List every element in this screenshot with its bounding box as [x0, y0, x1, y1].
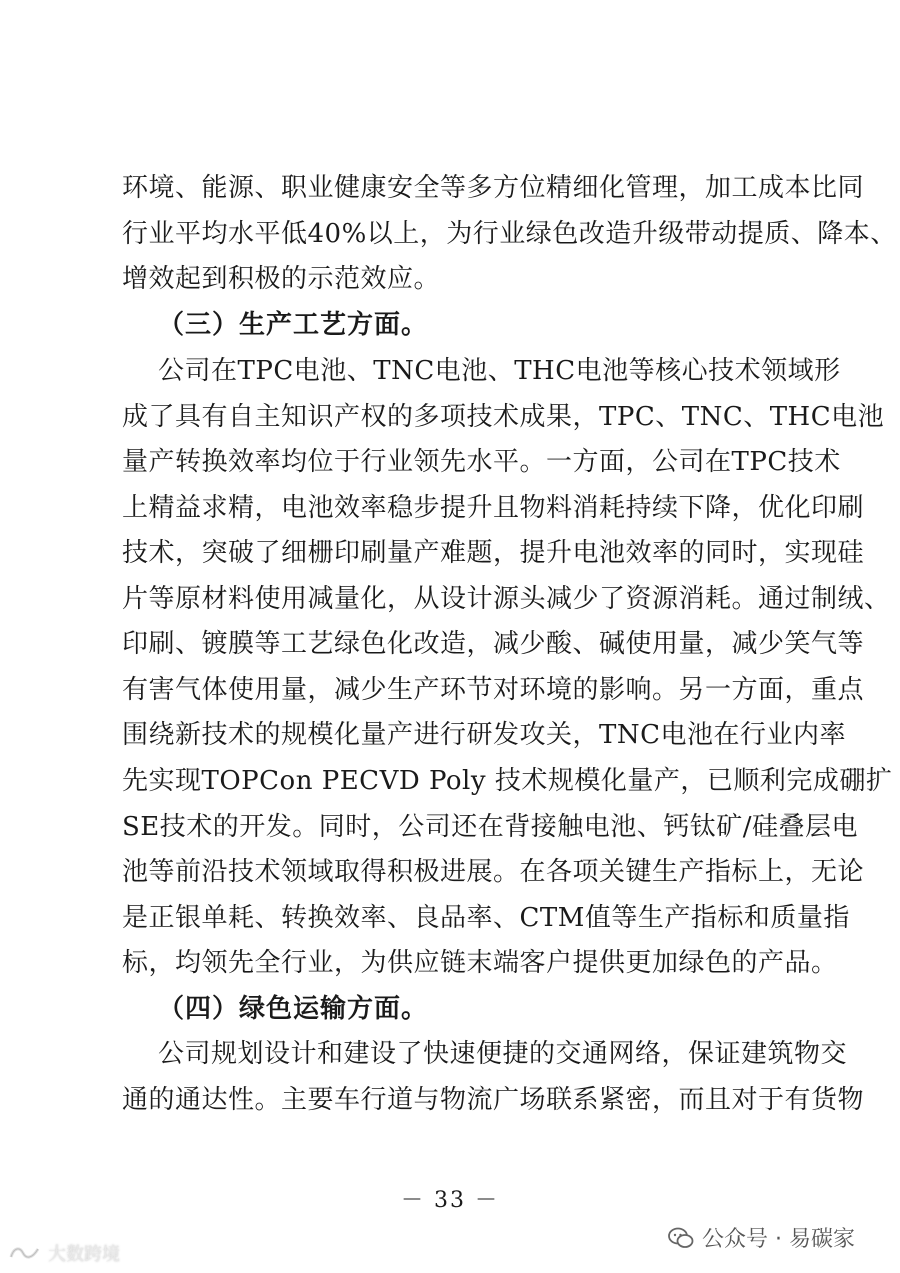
- para2-line-13: 是正银单耗、转换效率、良品率、CTM值等生产指标和质量指: [122, 903, 850, 933]
- page-number: － 33 －: [401, 1188, 499, 1213]
- wechat-watermark: [668, 1222, 855, 1253]
- para1-line-2: 行业平均水平低40%以上，为行业绿色改造升级带动提质、降本、: [122, 219, 897, 249]
- para2-line-10: 先实现TOPCon PECVD Poly 技术规模化量产，已顺利完成硼扩: [122, 766, 893, 796]
- para2-line-8: 有害气体使用量，减少生产环节对环境的影响。另一方面，重点: [122, 675, 865, 705]
- corner-watermark: [8, 1240, 120, 1266]
- para2-line-9: 围绕新技术的规模化量产进行研发攻关，TNC电池在行业内率: [122, 720, 846, 750]
- para2-line-12: 池等前沿技术领域取得积极进展。在各项关键生产指标上，无论: [122, 857, 865, 887]
- wechat-watermark-text: 公众号 · 易碳家: [702, 1227, 855, 1252]
- wechat-icon: [668, 1227, 694, 1249]
- para2-line-4: 上精益求精，电池效率稳步提升且物料消耗持续下降，优化印刷: [122, 493, 865, 523]
- logo-icon: [8, 1243, 42, 1263]
- para2-line-11: SE技术的开发。同时，公司还在背接触电池、钙钛矿/硅叠层电: [122, 812, 859, 842]
- para2-line-14: 标，均领先全行业，为供应链末端客户提供更加绿色的产品。: [122, 948, 838, 978]
- para2-line-2: 成了具有自主知识产权的多项技术成果，TPC、TNC、THC电池: [122, 402, 885, 432]
- para3-line-1: 公司规划设计和建设了快速便捷的交通网络，保证建筑物交: [158, 1039, 848, 1069]
- para3-line-2: 通的通达性。主要车行道与物流广场联系紧密，而且对于有货物: [122, 1085, 865, 1115]
- para2-line-1: 公司在TPC电池、TNC电池、THC电池等核心技术领域形: [158, 356, 841, 386]
- corner-watermark-text: 大数跨境: [48, 1244, 120, 1265]
- para1-line-3: 增效起到积极的示范效应。: [122, 264, 441, 294]
- para1-line-1: 环境、能源、职业健康安全等多方位精细化管理，加工成本比同: [122, 173, 865, 203]
- para2-line-7: 印刷、镀膜等工艺绿色化改造，减少酸、碱使用量，减少笑气等: [122, 629, 865, 659]
- para2-line-6: 片等原材料使用减量化，从设计源头减少了资源消耗。通过制绒、: [122, 584, 891, 614]
- section-heading-4: （四）绿色运输方面。: [158, 994, 429, 1024]
- para2-line-5: 技术，突破了细栅印刷量产难题，提升电池效率的同时，实现硅: [122, 538, 865, 568]
- section-heading-3: （三）生产工艺方面。: [158, 310, 429, 340]
- para2-line-3: 量产转换效率均位于行业领先水平。一方面，公司在TPC技术: [122, 447, 841, 477]
